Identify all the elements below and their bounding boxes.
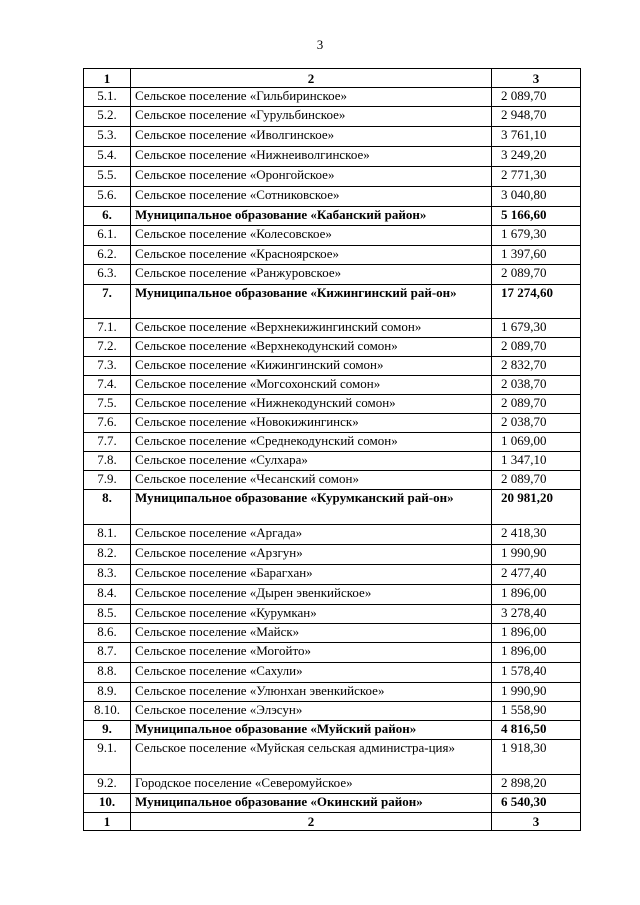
row-number-cell: 9.1. [84, 740, 131, 775]
row-number-cell: 5.3. [84, 127, 131, 147]
row-name-cell: Муниципальное образование «Кабанский район» [131, 207, 492, 226]
row-name-cell: Сельское поселение «Майск» [131, 624, 492, 643]
row-name-cell: Сельское поселение «Сотниковское» [131, 187, 492, 207]
row-name-cell: Сельское поселение «Верхнекижингинский сомон» [131, 319, 492, 338]
row-number-cell: 7.9. [84, 471, 131, 490]
row-amount-cell: 20 981,20 [492, 490, 581, 525]
row-name-cell: Сельское поселение «Кижингинский сомон» [131, 357, 492, 376]
table-row-settlement [84, 702, 581, 721]
row-name-cell: Сельское поселение «Барагхан» [131, 565, 492, 585]
row-number-cell: 7.8. [84, 452, 131, 471]
row-name-cell: Сельское поселение «Колесовское» [131, 226, 492, 246]
row-number-cell: 8.6. [84, 624, 131, 643]
row-name-cell: Сельское поселение «Могсохонский сомон» [131, 376, 492, 395]
row-amount-cell: 1 069,00 [492, 433, 581, 452]
table-row-settlement [84, 265, 581, 285]
table-row-settlement [84, 357, 581, 376]
header-cell-amount: 3 [492, 69, 581, 88]
table-row-settlement [84, 414, 581, 433]
row-number-cell: 5.2. [84, 107, 131, 127]
row-amount-cell: 2 771,30 [492, 167, 581, 187]
row-number-cell: 5.5. [84, 167, 131, 187]
row-number-cell: 7.7. [84, 433, 131, 452]
row-name-cell: Сельское поселение «Дырен эвенкийское» [131, 585, 492, 605]
row-number-cell: 5.1. [84, 88, 131, 107]
row-amount-cell: 17 274,60 [492, 285, 581, 319]
table-row-district [84, 721, 581, 740]
table-row-settlement [84, 226, 581, 246]
row-number-cell: 9. [84, 721, 131, 740]
row-number-cell: 9.2. [84, 775, 131, 794]
row-number-cell: 7. [84, 285, 131, 319]
row-amount-cell: 6 540,30 [492, 794, 581, 813]
footer-cell-amount: 3 [492, 813, 581, 831]
row-name-cell: Муниципальное образование «Кижингинский рай-он» [131, 285, 492, 319]
row-number-cell: 6.1. [84, 226, 131, 246]
table-row-settlement [84, 167, 581, 187]
row-name-cell: Сельское поселение «Новокижингинск» [131, 414, 492, 433]
table-row-settlement [84, 127, 581, 147]
table-header-row [84, 69, 581, 88]
row-number-cell: 7.5. [84, 395, 131, 414]
row-name-cell: Сельское поселение «Сахули» [131, 663, 492, 683]
table-row-settlement [84, 663, 581, 683]
table-row-settlement [84, 740, 581, 775]
row-name-cell: Сельское поселение «Нижнеиволгинское» [131, 147, 492, 167]
row-amount-cell: 2 089,70 [492, 395, 581, 414]
row-amount-cell: 1 397,60 [492, 246, 581, 265]
row-name-cell: Сельское поселение «Среднекодунский сомон» [131, 433, 492, 452]
table-row-settlement [84, 338, 581, 357]
table-row-settlement [84, 545, 581, 565]
table-row-district [84, 285, 581, 319]
row-amount-cell: 1 578,40 [492, 663, 581, 683]
row-number-cell: 5.4. [84, 147, 131, 167]
table-row-settlement [84, 471, 581, 490]
row-number-cell: 8.4. [84, 585, 131, 605]
page-number: 3 [316, 37, 324, 52]
footer-cell-number: 1 [84, 813, 131, 831]
row-amount-cell: 4 816,50 [492, 721, 581, 740]
table-footer-row [84, 813, 581, 831]
row-name-cell: Сельское поселение «Чесанский сомон» [131, 471, 492, 490]
row-amount-cell: 3 040,80 [492, 187, 581, 207]
row-number-cell: 8.9. [84, 683, 131, 702]
row-amount-cell: 2 038,70 [492, 376, 581, 395]
row-number-cell: 8.2. [84, 545, 131, 565]
table-row-district [84, 490, 581, 525]
row-name-cell: Сельское поселение «Верхнекодунский сомон» [131, 338, 492, 357]
row-name-cell: Сельское поселение «Могойто» [131, 643, 492, 663]
row-number-cell: 5.6. [84, 187, 131, 207]
row-number-cell: 8. [84, 490, 131, 525]
row-name-cell: Сельское поселение «Гурульбинское» [131, 107, 492, 127]
row-number-cell: 8.7. [84, 643, 131, 663]
row-amount-cell: 2 038,70 [492, 414, 581, 433]
table-row-settlement [84, 643, 581, 663]
table-body [84, 69, 581, 831]
row-name-cell: Сельское поселение «Гильбиринское» [131, 88, 492, 107]
row-name-cell: Сельское поселение «Красноярское» [131, 246, 492, 265]
row-amount-cell: 1 896,00 [492, 643, 581, 663]
row-amount-cell: 1 558,90 [492, 702, 581, 721]
row-name-cell: Сельское поселение «Ранжуровское» [131, 265, 492, 285]
table-row-settlement [84, 376, 581, 395]
row-name-cell: Городское поселение «Северомуйское» [131, 775, 492, 794]
table-row-settlement [84, 319, 581, 338]
row-amount-cell: 1 896,00 [492, 624, 581, 643]
row-amount-cell: 2 477,40 [492, 565, 581, 585]
row-amount-cell: 2 832,70 [492, 357, 581, 376]
row-amount-cell: 5 166,60 [492, 207, 581, 226]
row-amount-cell: 2 089,70 [492, 88, 581, 107]
row-amount-cell: 3 249,20 [492, 147, 581, 167]
table-row-settlement [84, 433, 581, 452]
table-row-settlement [84, 624, 581, 643]
row-amount-cell: 3 278,40 [492, 605, 581, 624]
footer-cell-name: 2 [131, 813, 492, 831]
table-row-settlement [84, 246, 581, 265]
table-row-settlement [84, 187, 581, 207]
row-name-cell: Сельское поселение «Элэсун» [131, 702, 492, 721]
row-name-cell: Муниципальное образование «Курумканский рай-он» [131, 490, 492, 525]
row-name-cell: Сельское поселение «Сулхара» [131, 452, 492, 471]
table-row-settlement [84, 775, 581, 794]
table-row-settlement [84, 452, 581, 471]
table-row-settlement [84, 395, 581, 414]
row-number-cell: 7.3. [84, 357, 131, 376]
row-number-cell: 6. [84, 207, 131, 226]
row-amount-cell: 2 089,70 [492, 265, 581, 285]
header-cell-number: 1 [84, 69, 131, 88]
row-number-cell: 6.3. [84, 265, 131, 285]
row-number-cell: 8.8. [84, 663, 131, 683]
row-number-cell: 10. [84, 794, 131, 813]
table-row-settlement [84, 107, 581, 127]
row-number-cell: 8.5. [84, 605, 131, 624]
table-row-settlement [84, 525, 581, 545]
row-name-cell: Муниципальное образование «Окинский район» [131, 794, 492, 813]
table-row-settlement [84, 88, 581, 107]
row-number-cell: 6.2. [84, 246, 131, 265]
row-number-cell: 7.6. [84, 414, 131, 433]
table-row-district [84, 794, 581, 813]
row-amount-cell: 1 896,00 [492, 585, 581, 605]
row-amount-cell: 1 990,90 [492, 683, 581, 702]
budget-table [83, 68, 581, 831]
row-amount-cell: 1 347,10 [492, 452, 581, 471]
row-number-cell: 8.10. [84, 702, 131, 721]
row-number-cell: 7.2. [84, 338, 131, 357]
row-amount-cell: 1 679,30 [492, 226, 581, 246]
row-number-cell: 7.1. [84, 319, 131, 338]
row-amount-cell: 2 898,20 [492, 775, 581, 794]
row-name-cell: Муниципальное образование «Муйский район» [131, 721, 492, 740]
table-row-settlement [84, 147, 581, 167]
row-name-cell: Сельское поселение «Арзгун» [131, 545, 492, 565]
table-row-district [84, 207, 581, 226]
row-name-cell: Сельское поселение «Аргада» [131, 525, 492, 545]
row-name-cell: Сельское поселение «Курумкан» [131, 605, 492, 624]
row-name-cell: Сельское поселение «Оронгойское» [131, 167, 492, 187]
row-name-cell: Сельское поселение «Муйская сельская администра-ция» [131, 740, 492, 775]
table-row-settlement [84, 565, 581, 585]
table-row-settlement [84, 585, 581, 605]
row-number-cell: 8.1. [84, 525, 131, 545]
row-name-cell: Сельское поселение «Иволгинское» [131, 127, 492, 147]
row-amount-cell: 2 948,70 [492, 107, 581, 127]
header-cell-name: 2 [131, 69, 492, 88]
row-amount-cell: 3 761,10 [492, 127, 581, 147]
row-amount-cell: 2 089,70 [492, 471, 581, 490]
row-amount-cell: 1 918,30 [492, 740, 581, 775]
table-row-settlement [84, 683, 581, 702]
row-name-cell: Сельское поселение «Нижнекодунский сомон» [131, 395, 492, 414]
row-amount-cell: 1 679,30 [492, 319, 581, 338]
row-amount-cell: 2 418,30 [492, 525, 581, 545]
row-name-cell: Сельское поселение «Улюнхан эвенкийское» [131, 683, 492, 702]
row-number-cell: 7.4. [84, 376, 131, 395]
table-row-settlement [84, 605, 581, 624]
row-amount-cell: 1 990,90 [492, 545, 581, 565]
row-number-cell: 8.3. [84, 565, 131, 585]
row-amount-cell: 2 089,70 [492, 338, 581, 357]
